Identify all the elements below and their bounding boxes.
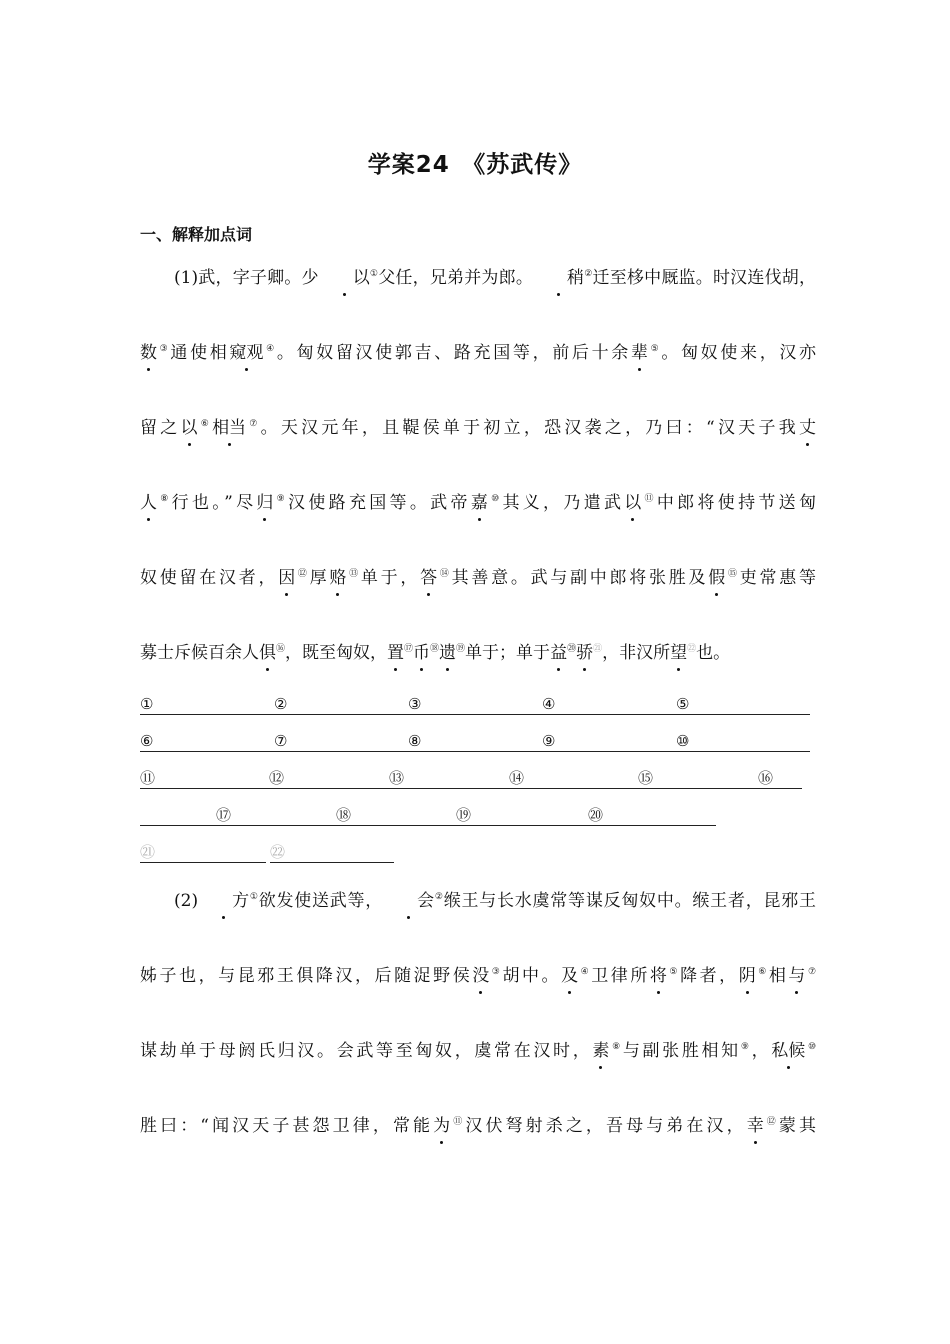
answer-blank[interactable]: ㉒	[270, 842, 394, 863]
answer-blank[interactable]: ⑯	[758, 768, 802, 789]
note-number: ③	[489, 967, 503, 977]
note-number: ④	[578, 967, 592, 977]
answer-blank[interactable]: ③	[408, 694, 542, 715]
answer-blank[interactable]: ①	[140, 694, 274, 715]
note-number: ㉑	[593, 644, 603, 654]
dotted-word: 辈	[630, 343, 648, 363]
answer-blank[interactable]: ⑭	[509, 768, 638, 789]
dotted-word: 答	[420, 568, 438, 588]
answer-blank[interactable]: ⑥	[140, 731, 274, 752]
dotted-word: 私候	[771, 1041, 806, 1061]
page-title: 学案24 《苏武传》	[367, 152, 583, 178]
dotted-word: 阴	[738, 966, 756, 986]
note-number: ⑨	[273, 494, 289, 504]
note-number: ⑥	[197, 419, 213, 429]
dotted-word: 数	[140, 343, 157, 363]
note-number: ⑩	[805, 1042, 817, 1052]
answer-blank[interactable]: ⑫	[269, 768, 389, 789]
dotted-word: 赂	[329, 568, 347, 588]
note-number: ㉒	[687, 644, 697, 654]
text-line: 留之以⑥相当⑦。天汉元年，且鞮侯单于初立，恐汉袭之，乃曰：“汉天子我丈	[140, 418, 816, 438]
note-number: ⑥	[755, 967, 769, 977]
note-number: ⑧	[157, 494, 172, 504]
dotted-word: 币	[413, 643, 431, 663]
note-number: ⑰	[404, 644, 414, 654]
answer-blank[interactable]: ⑨	[542, 731, 676, 752]
dotted-word: 将	[649, 966, 667, 986]
answer-blank[interactable]: ⑱	[336, 805, 456, 826]
note-number: ⑱	[430, 644, 440, 654]
dotted-word: 及	[561, 966, 579, 986]
note-number: ⑦	[805, 967, 817, 977]
answer-blank[interactable]: ㉑	[140, 842, 266, 863]
answer-blank[interactable]: ⑦	[274, 731, 408, 752]
note-number: ⑤	[666, 967, 681, 977]
note-number: ⑪	[641, 494, 657, 504]
note-number: ⑭	[437, 569, 452, 579]
dotted-word: 骄	[576, 643, 594, 663]
note-number: ⑪	[450, 1117, 466, 1127]
note-number: ⑩	[487, 494, 503, 504]
note-number: ⑮	[725, 569, 740, 579]
dotted-word: 归	[256, 493, 274, 513]
dotted-word: 素	[592, 1041, 610, 1061]
answer-blank[interactable]: ⑬	[389, 768, 509, 789]
note-number: ④	[263, 344, 277, 354]
text-line: 姊子也，与昆邪王俱降汉，后随浞野侯没③胡中。及④卫律所将⑤降者，阴⑥相与⑦	[140, 966, 817, 986]
answer-blank[interactable]: ⑧	[408, 731, 542, 752]
note-number: ③	[157, 344, 171, 354]
dotted-word: 稍	[533, 266, 584, 290]
dotted-word: 望	[670, 643, 688, 663]
dotted-word: 遗	[439, 643, 457, 663]
dotted-word: 嘉	[470, 493, 488, 513]
text-line: (2) 方①欲发使送武等， 会②缑王与长水虞常等谋反匈奴中。缑王者，昆邪王	[174, 891, 817, 911]
dotted-word: 以	[319, 266, 370, 290]
dotted-word: 置	[387, 643, 405, 663]
note-number: ⑦	[246, 419, 261, 429]
answer-blank[interactable]: ⑤	[676, 694, 810, 715]
dotted-word: 人	[140, 493, 157, 513]
answer-blank[interactable]: ⑪	[140, 768, 269, 789]
note-number: ⑨	[740, 1042, 752, 1052]
dotted-word: 为	[433, 1116, 451, 1136]
text-line: 谋劫单于母阏氏归汉。会武等至匈奴，虞常在汉时，素⑧与副张胜相知⑨，私候⑩	[140, 1041, 817, 1061]
answer-line[interactable]	[140, 805, 216, 826]
section-heading: 一、解释加点词	[140, 225, 253, 244]
answer-blank[interactable]: ⑰	[216, 805, 336, 826]
note-number: ⑫	[295, 569, 310, 579]
answer-blank[interactable]: ④	[542, 694, 676, 715]
text-line: 奴使留在汉者，因⑫厚赂⑬单于，答⑭其善意。武与副中郎将张胜及假⑮吏常惠等	[140, 568, 816, 588]
text-line: 人⑧行也。”尽归⑨汉使路充国等。武帝嘉⑩其义，乃遣武以⑪中郎将使持节送匈	[140, 493, 816, 513]
note-number: ⑤	[647, 344, 662, 354]
dotted-word: 幸	[746, 1116, 764, 1136]
note-number: ⑲	[456, 644, 466, 654]
answer-blank[interactable]: ②	[274, 694, 408, 715]
dotted-word: 方	[198, 889, 249, 913]
answer-blank[interactable]: ⑳	[588, 805, 716, 826]
dotted-word: 会	[383, 889, 434, 913]
answer-blank[interactable]: ⑩	[676, 731, 810, 752]
dotted-word: 相当	[212, 418, 247, 438]
dotted-word: 因	[278, 568, 296, 588]
note-number: ⑳	[567, 644, 577, 654]
dotted-word: 窥观	[229, 343, 264, 363]
note-number: ②	[434, 892, 444, 902]
note-number: ⑧	[609, 1042, 623, 1052]
answer-blank[interactable]: ⑲	[456, 805, 588, 826]
note-number: ①	[249, 892, 259, 902]
text-line: 数③通使相窥观④。匈奴留汉使郭吉、路充国等，前后十余辈⑤。匈奴使来，汉亦	[140, 343, 817, 363]
answer-blank[interactable]: ⑮	[638, 768, 758, 789]
dotted-word: 俱	[259, 643, 276, 663]
note-number: ⑬	[346, 569, 361, 579]
dotted-word: 没	[472, 966, 490, 986]
dotted-word: 与	[788, 966, 806, 986]
dotted-word: 丈	[798, 418, 816, 438]
dotted-word: 以	[624, 493, 642, 513]
text-line: (1)武，字子卿。少 以①父任，兄弟并为郎。 稍②迁至栘中厩监。时汉连伐胡，	[174, 268, 816, 288]
note-number: ①	[369, 269, 379, 279]
text-line: 胜曰：“闻汉天子甚怨卫律，常能为⑪汉伏弩射杀之，吾母与弟在汉，幸⑫蒙其	[140, 1116, 817, 1136]
dotted-word: 以	[180, 418, 198, 438]
note-number: ⑯	[276, 644, 286, 654]
dotted-word: 假	[708, 568, 726, 588]
text-line: 募士斥候百余人俱⑯，既至匈奴，置⑰币⑱遗⑲单于；单于益⑳骄$^㉑$，非汉所望$^㉒$也。	[140, 643, 731, 663]
dotted-word: 益	[550, 643, 568, 663]
note-number: ②	[584, 269, 593, 279]
note-number: ⑫	[763, 1117, 779, 1127]
